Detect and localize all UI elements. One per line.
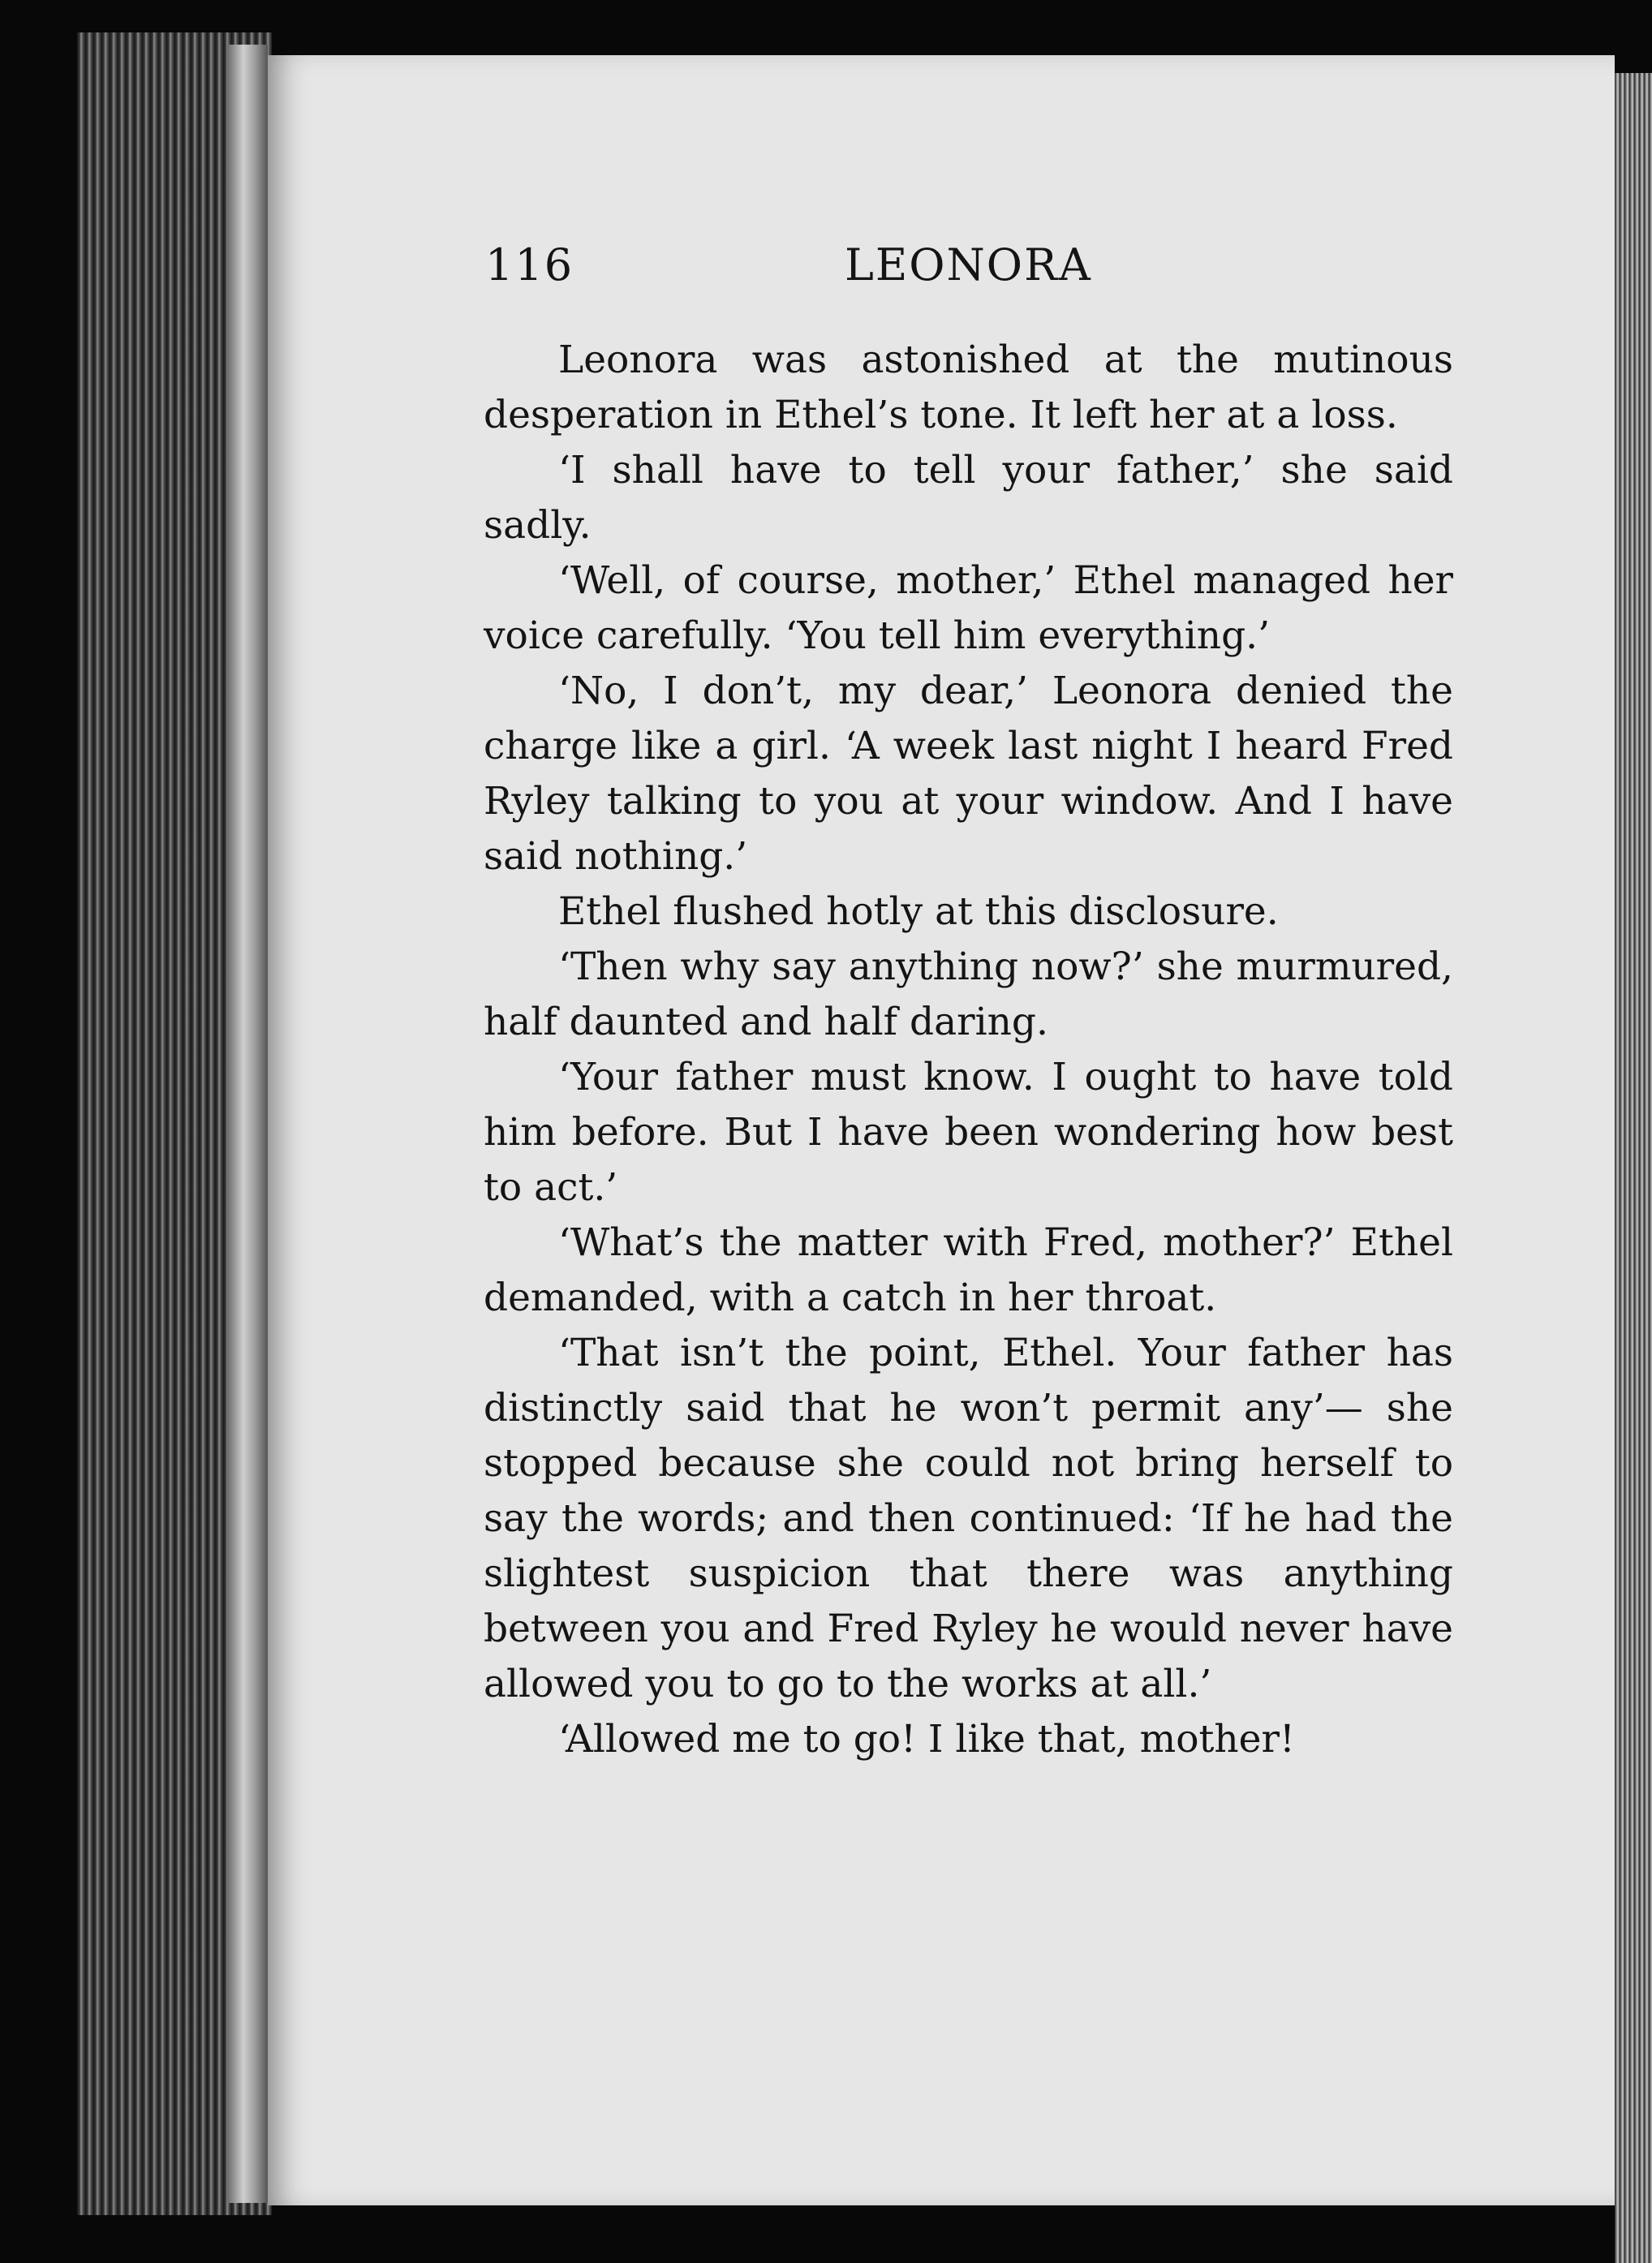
book-gutter xyxy=(227,45,268,2203)
page-number: 116 xyxy=(485,239,574,290)
body-text xyxy=(484,333,1453,1767)
paragraph: Ethel flushed hotly at this disclosure. xyxy=(558,889,1279,934)
paragraph: ‘That isn’t the point, Ethel. Your father has distinctly said that he won’t permit any’— she stopped because she could not bring herself to say the words; and then continued: ‘If he had the slightest suspicion that there was anything between you and Fred Ryley he would never have allowed you to go to the works at all.’ xyxy=(484,1331,1453,1706)
paragraph: ‘What’s the matter with Fred, mother?’ Ethel demanded, with a catch in her throat. xyxy=(484,1220,1453,1320)
book-right-edge xyxy=(1615,73,1652,2263)
paragraph: ‘I shall have to tell your father,’ she said sadly. xyxy=(484,448,1453,548)
paragraph: ‘Your father must know. I ought to have told him before. But I have been wondering how best to act.’ xyxy=(484,1055,1453,1210)
running-head xyxy=(485,239,1455,304)
paragraph: ‘No, I don’t, my dear,’ Leonora denied the charge like a girl. ‘A week last night I heard Fred Ryley talking to you at your window. And I have said nothing.’ xyxy=(484,669,1453,879)
paragraph: ‘Allowed me to go! I like that, mother! xyxy=(558,1717,1295,1762)
paragraph: Leonora was astonished at the mutinous desperation in Ethel’s tone. It left her at a loss. xyxy=(484,338,1453,437)
paragraph: ‘Then why say anything now?’ she murmured, half daunted and half daring. xyxy=(484,944,1453,1044)
running-title: LEONORA xyxy=(845,239,1092,290)
paragraph: ‘Well, of course, mother,’ Ethel managed her voice carefully. ‘You tell him everything.’ xyxy=(484,558,1453,658)
